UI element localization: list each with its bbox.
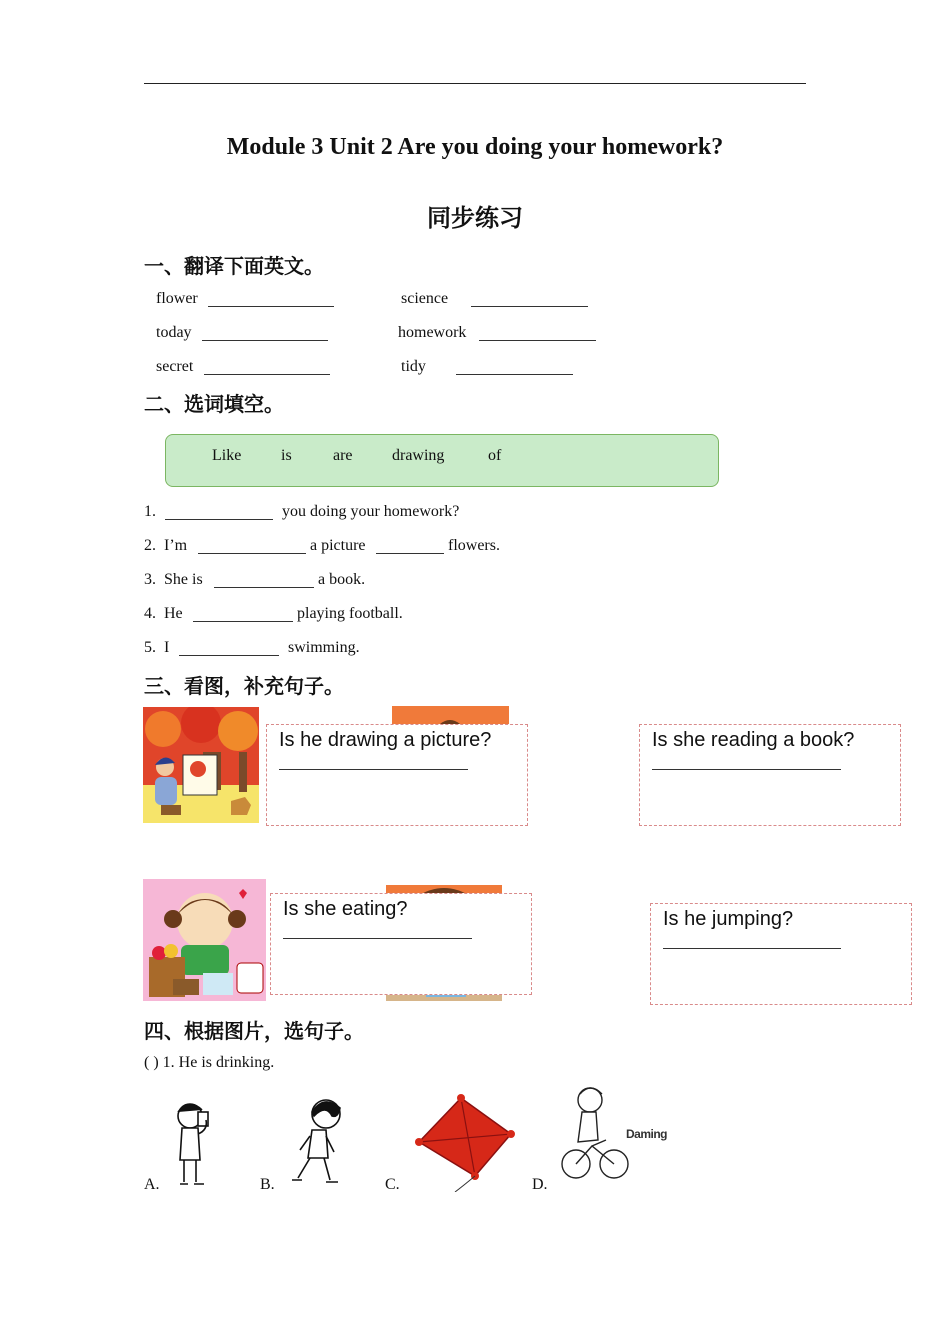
item-number: 4. <box>144 605 156 622</box>
answer-blank[interactable] <box>376 539 444 554</box>
word-bank-item: Like <box>212 447 242 464</box>
answer-box <box>270 893 532 995</box>
item-text: a picture <box>310 537 366 554</box>
fill-item <box>144 605 183 623</box>
answer-box <box>650 903 912 1005</box>
word-label: today <box>156 324 192 341</box>
page-subtitle: 同步练习 <box>427 204 523 232</box>
question-text: Is she reading a book? <box>652 729 855 751</box>
option-d-label[interactable]: D. <box>532 1176 548 1193</box>
word-item <box>398 324 466 342</box>
answer-blank[interactable] <box>179 641 279 656</box>
word-label: tidy <box>401 358 426 375</box>
fill-item <box>144 639 169 657</box>
word-bank-item: is <box>281 447 292 464</box>
word-label: homework <box>398 324 467 341</box>
word-bank-item: of <box>488 447 502 464</box>
fill-item <box>144 503 156 521</box>
answer-line[interactable] <box>663 948 841 949</box>
section1-heading: 一、翻译下面英文。 <box>144 254 324 278</box>
girl-eating-image <box>143 879 266 1001</box>
answer-blank[interactable] <box>202 326 328 341</box>
question-text: Is he drawing a picture? <box>279 729 492 751</box>
word-bank-item: drawing <box>392 447 445 464</box>
item-text: swimming. <box>288 639 360 656</box>
option-a-label[interactable]: A. <box>144 1176 160 1193</box>
word-item <box>156 358 193 376</box>
word-label: science <box>401 290 449 307</box>
page-title: Module 3 Unit 2 Are you doing your homework? <box>226 134 724 160</box>
header-rule <box>144 83 806 84</box>
item-text: a book. <box>318 571 366 588</box>
answer-blank[interactable] <box>204 360 330 375</box>
answer-line[interactable] <box>279 769 468 770</box>
item-text: He <box>164 605 183 622</box>
fill-item <box>144 571 203 589</box>
answer-blank[interactable] <box>479 326 596 341</box>
item-number: 1. <box>144 503 156 520</box>
section3-heading: 三、看图，补充句子。 <box>144 674 344 698</box>
word-bank <box>165 434 719 487</box>
answer-line[interactable] <box>283 938 472 939</box>
boy-painting-image <box>143 707 259 823</box>
answer-blank[interactable] <box>208 292 334 307</box>
image-caption: Daming <box>626 1127 668 1141</box>
item-text: She is <box>164 571 203 588</box>
answer-blank[interactable] <box>165 505 273 520</box>
word-item <box>156 290 198 308</box>
question-text: Is she eating? <box>283 898 408 920</box>
word-item <box>156 324 192 342</box>
option-c-label[interactable]: C. <box>385 1176 400 1193</box>
boy-drinking-image <box>168 1098 226 1190</box>
word-label: flower <box>156 290 198 307</box>
answer-blank[interactable] <box>198 539 306 554</box>
fill-item <box>144 537 187 555</box>
answer-line[interactable] <box>652 769 841 770</box>
item-number: 2. <box>144 537 156 554</box>
question-text: Is he jumping? <box>663 908 794 930</box>
option-b-label[interactable]: B. <box>260 1176 275 1193</box>
boy-walking-image <box>286 1096 352 1188</box>
item-text: playing football. <box>297 605 403 622</box>
question-item: ( ) 1. He is drinking. <box>144 1054 275 1071</box>
item-text: I’m <box>164 537 188 554</box>
word-item <box>401 290 448 308</box>
word-label: secret <box>156 358 194 375</box>
answer-box <box>639 724 901 826</box>
answer-box <box>266 724 528 826</box>
item-text: I <box>164 639 170 656</box>
item-number: 3. <box>144 571 156 588</box>
word-item <box>401 358 426 376</box>
answer-blank[interactable] <box>456 360 573 375</box>
answer-blank[interactable] <box>214 573 314 588</box>
answer-blank[interactable] <box>471 292 588 307</box>
item-text: you doing your homework? <box>282 503 460 520</box>
item-text: flowers. <box>448 537 500 554</box>
section4-heading: 四、根据图片，选句子。 <box>144 1019 364 1043</box>
kite-image <box>403 1090 523 1192</box>
answer-blank[interactable] <box>193 607 293 622</box>
section2-heading: 二、选词填空。 <box>144 392 284 416</box>
word-bank-item: are <box>333 447 353 464</box>
item-number: 5. <box>144 639 156 656</box>
